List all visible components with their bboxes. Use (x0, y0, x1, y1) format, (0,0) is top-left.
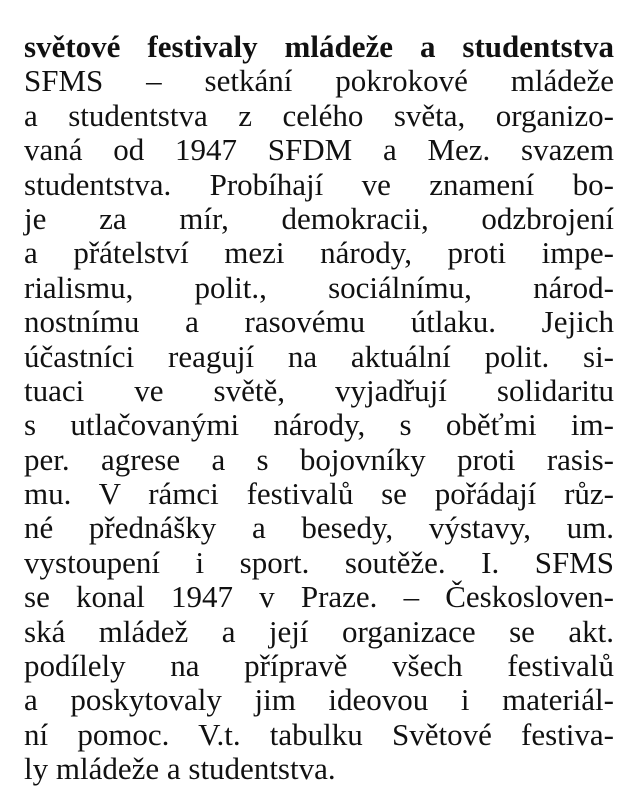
entry-text-line: ská mládež a její organizace se akt. (24, 613, 614, 649)
entry-text-line: podílely na přípravě všech festivalů (24, 648, 614, 684)
entry-text-line: tuaci ve světě, vyjadřují solidaritu (24, 372, 614, 408)
entry-text-line: nostnímu a rasovému útlaku. Jejich (24, 304, 614, 340)
entry-text-line: účastníci reagují na aktuální polit. si- (24, 338, 614, 374)
entry-text-line: vystoupení i sport. soutěže. I. SFMS (24, 544, 614, 580)
entry-text-line: se konal 1947 v Praze. – Českosloven- (24, 579, 614, 615)
entry-text-line: SFMS – setkání pokrokové mládeže (24, 63, 614, 99)
entry-text-line: s utlačovanými národy, s oběťmi im- (24, 407, 614, 443)
entry-text-line: je za mír, demokracii, odzbrojení (24, 200, 614, 236)
entry-text-line: studentstva. Probíhají ve znamení bo- (24, 166, 614, 202)
entry-text-line: a přátelství mezi národy, proti impe- (24, 235, 614, 271)
entry-text-line: mu. V rámci festivalů se pořádají růz- (24, 476, 614, 512)
encyclopedia-entry (24, 30, 614, 787)
entry-text-line: ly mládeže a studentstva. (24, 751, 336, 787)
entry-text-line: né přednášky a besedy, výstavy, um. (24, 510, 614, 546)
entry-headword: světové festivaly mládeže a studentstva (24, 29, 614, 64)
entry-text-line: vaná od 1947 SFDM a Mez. svazem (24, 132, 614, 168)
entry-text-line: rialismu, polit., sociálnímu, národ- (24, 269, 614, 305)
entry-text-line: a poskytovaly jim ideovou i materiál- (24, 682, 614, 718)
entry-text-line: ní pomoc. V.t. tabulku Světové festiva- (24, 716, 614, 752)
entry-text-line: per. agrese a s bojovníky proti rasis- (24, 441, 614, 477)
entry-text-line: a studentstva z celého světa, organizo- (24, 97, 614, 133)
